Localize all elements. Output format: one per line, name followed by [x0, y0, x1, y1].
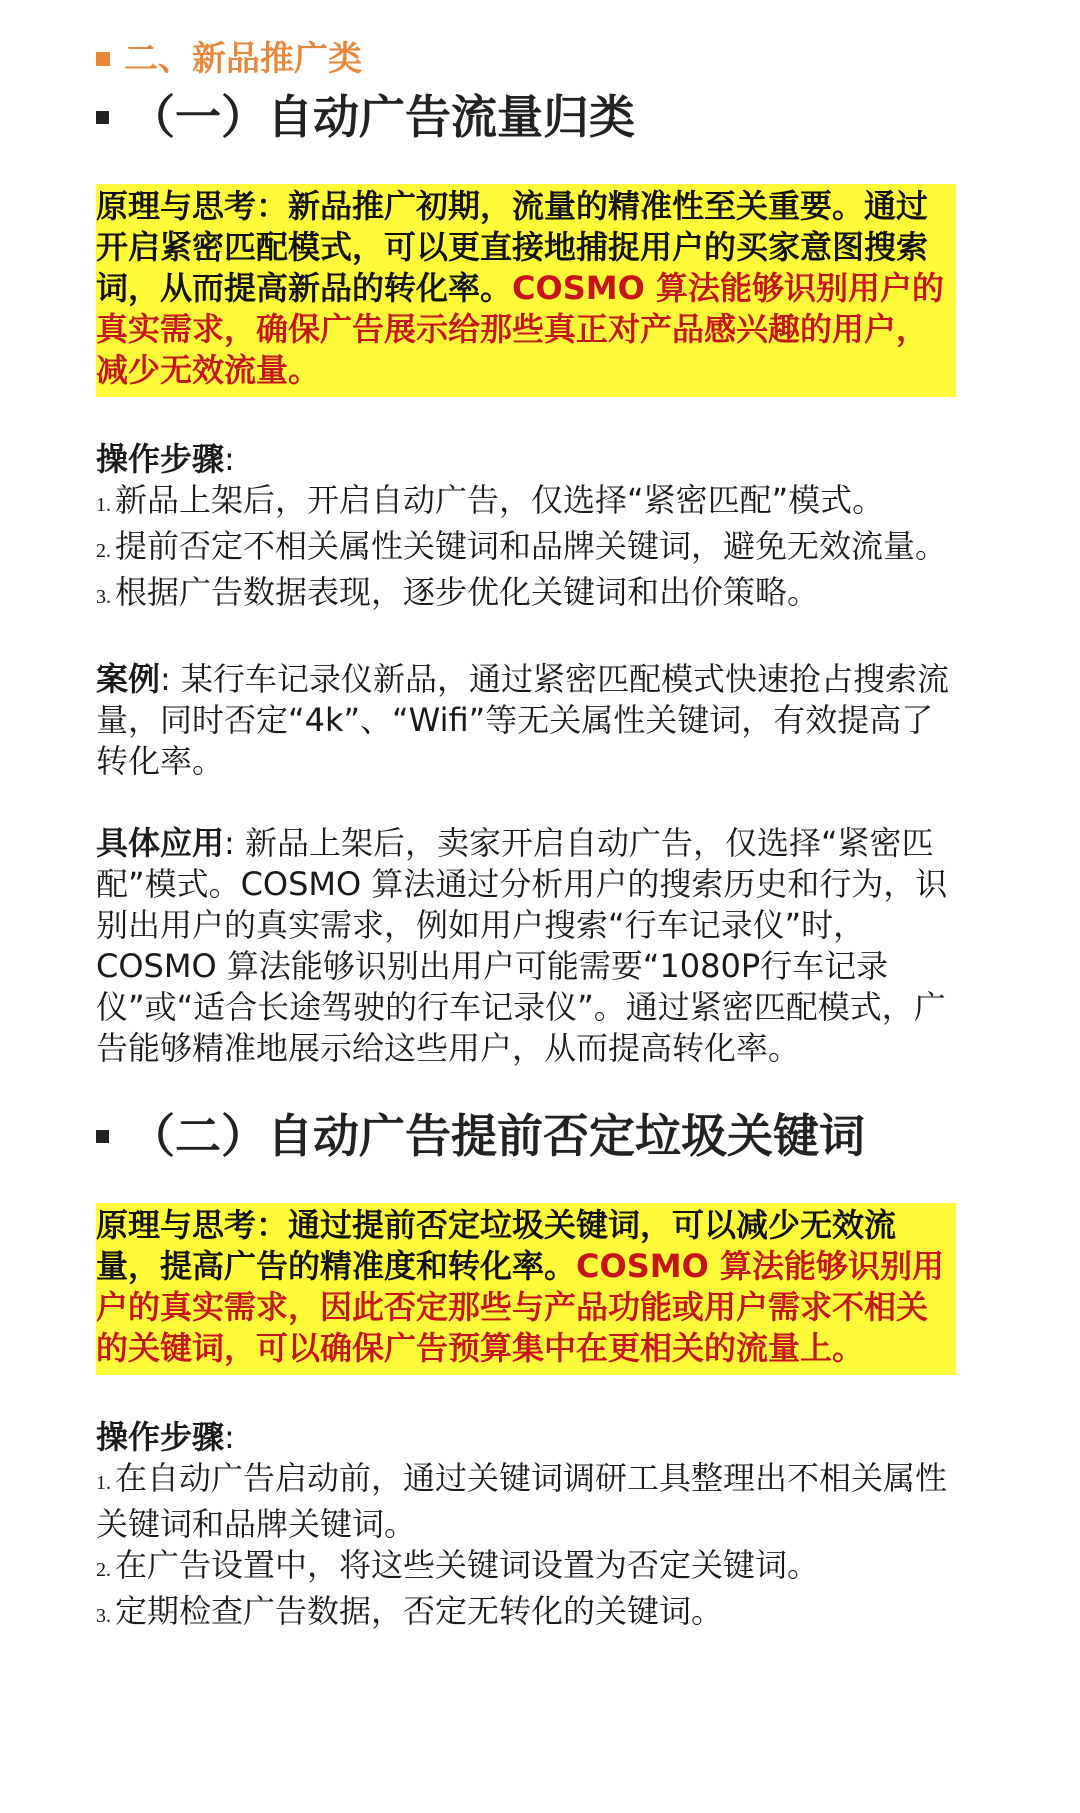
step-text: 提前否定不相关属性关键词和品牌关键词，避免无效流量。 [115, 527, 948, 565]
case-label: 案例 [96, 660, 161, 698]
part2-heading [96, 1105, 956, 1167]
orange-square-icon [96, 52, 110, 66]
part1-steps-list [96, 480, 956, 618]
part2-principle-block [96, 1203, 956, 1375]
list-item [96, 1591, 956, 1637]
list-item [96, 572, 956, 618]
part1-steps-title [96, 439, 956, 480]
section-tag-text: 二、新品推广类 [124, 39, 362, 79]
case-text: : 某行车记录仪新品，通过紧密匹配模式快速抢占搜索流量，同时否定“4k”、“Wifi”等无关属性关键词，有效提高了转化率。 [96, 660, 949, 780]
part2-steps-label: 操作步骤 [96, 1418, 225, 1456]
step-text: 在广告设置中，将这些关键词设置为否定关键词。 [115, 1546, 820, 1584]
part1-case-paragraph [96, 659, 956, 782]
part2-steps-colon: : [224, 1418, 235, 1456]
list-item [96, 480, 956, 526]
part2-heading-text: （二）自动广告提前否定垃圾关键词 [129, 1109, 865, 1163]
list-item [96, 526, 956, 572]
step-number: 3. [96, 1605, 111, 1627]
step-number: 1. [96, 1472, 111, 1494]
step-text: 定期检查广告数据，否定无转化的关键词。 [115, 1592, 724, 1630]
part1-heading-text: （一）自动广告流量归类 [129, 90, 635, 144]
part1-principle-block [96, 184, 956, 397]
part1-steps-colon: : [224, 440, 235, 478]
part1-steps-label: 操作步骤 [96, 440, 225, 478]
part1-application-paragraph [96, 823, 956, 1069]
application-text: : 新品上架后，卖家开启自动广告，仅选择“紧密匹配”模式。COSMO 算法通过分析用户的搜索历史和行为，识别出用户的真实需求，例如用户搜索“行车记录仪”时，COSMO 算法能够识别出用户可能需要“1080P行车记录仪”或“适合长途驾驶的行车记录仪”。通过紧密匹配模式，广告能够精准地展示给这些用户，从而提高转化率。 [96, 824, 948, 1067]
step-text: 新品上架后，开启自动广告，仅选择“紧密匹配”模式。 [115, 481, 885, 519]
application-label: 具体应用 [96, 824, 225, 862]
part2-steps-list [96, 1458, 956, 1637]
part1-principle-red: COSMO 算法能够识别用户的真实需求，确保广告展示给那些真正对产品感兴趣的用户，减少无效流量。 [96, 269, 944, 389]
step-number: 2. [96, 1559, 111, 1581]
step-text: 在自动广告启动前，通过关键词调研工具整理出不相关属性关键词和品牌关键词。 [96, 1459, 948, 1543]
part1-principle-black: 原理与思考：新品推广初期，流量的精准性至关重要。通过开启紧密匹配模式，可以更直接地捕捉用户的买家意图搜索词，从而提高新品的转化率。 [96, 187, 929, 307]
list-item [96, 1545, 956, 1591]
black-square-bullet-icon [96, 111, 109, 124]
step-number: 2. [96, 540, 111, 562]
document-page [96, 36, 956, 1637]
section-tag [96, 36, 956, 82]
step-number: 3. [96, 586, 111, 608]
black-square-bullet-icon [96, 1130, 109, 1143]
step-text: 根据广告数据表现，逐步优化关键词和出价策略。 [115, 573, 820, 611]
step-number: 1. [96, 494, 111, 516]
part1-heading [96, 86, 956, 148]
part2-principle-red: COSMO 算法能够识别用户的真实需求，因此否定那些与产品功能或用户需求不相关的关键词，可以确保广告预算集中在更相关的流量上。 [96, 1247, 944, 1367]
part2-principle-black: 原理与思考：通过提前否定垃圾关键词，可以减少无效流量，提高广告的精准度和转化率。 [96, 1206, 897, 1285]
list-item [96, 1458, 956, 1545]
part2-steps-title [96, 1417, 956, 1458]
